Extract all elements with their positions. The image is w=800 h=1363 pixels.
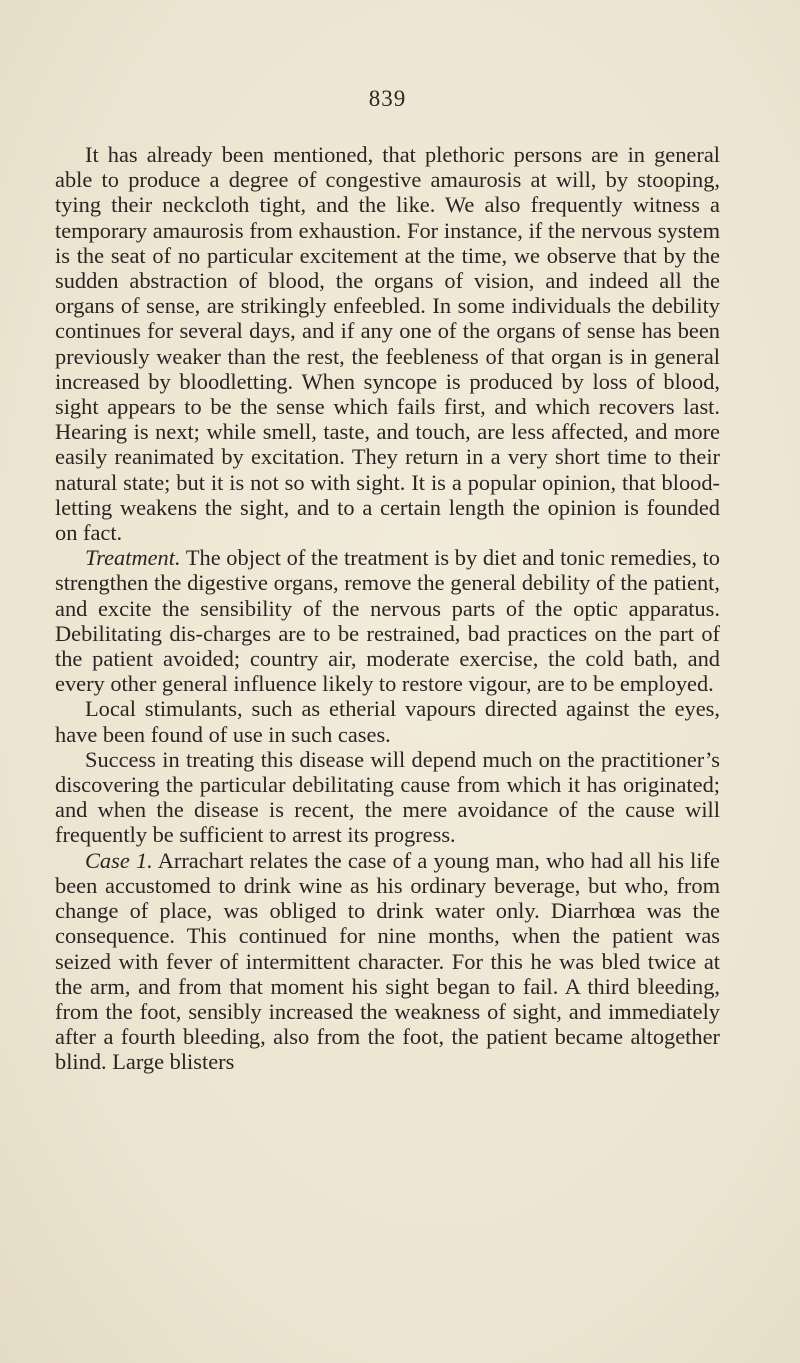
page-number: 839 [368,86,407,111]
section-heading-treatment: Treatment. [85,545,181,571]
paragraph-text: Success in treating this disease will depend much on the practitioner’s discovering the particular debilitating cause from which it has originated; and when the disease is recent, the mere avoidance of the cause will frequently be sufficient to arrest its progress. [55,746,720,848]
paragraph-treatment [55,545,720,696]
paragraph-text: Local stimulants, such as etherial vapours directed against the eyes, have been found of use in such cases. [55,696,720,747]
paragraph-local-stimulants [55,696,720,746]
paragraph-text: Arrachart relates the case of a young man, who had all his life been accustomed to drink wine as his ordinary beverage, but who, from change of place, was obliged to drink water only. Diarrhœa was the consequence. This continued for nine months, when the patient was seized with fever of intermittent character. For this he was bled twice at the arm, and from that moment his sight began to fail. A third bleeding, from the foot, sensibly increased the weakness of sight, and immediately after a fourth bleeding, also from the foot, the patient became altogether blind. Large blisters [55,847,720,1075]
paragraph-text: It has already been mentioned, that plethoric persons are in general able to produce a degree of congestive amaurosis at will, by stooping, tying their neckcloth tight, and the like. We also frequently witness a temporary amaurosis from exhaustion. For instance, if the nervous system is the seat of no particular excitement at the time, we observe that by the sudden abstraction of blood, the organs of vision, and indeed all the organs of sense, are strikingly enfeebled. In some individuals the debility continues for several days, and if any one of the organs of sense has been previously weaker than the rest, the feebleness of that organ is in general increased by bloodletting. When syncope is produced by loss of blood, sight appears to be the sense which fails first, and which recovers last. Hearing is next; while smell, taste, and touch, are less affected, and more easily reanimated by excitation. They return in a very short time to their natural state; but it is not so with sight. It is a popular opinion, that blood-letting weakens the sight, and to a certain length the opinion is founded on fact. [55,142,720,546]
case-label: Case 1. [85,847,153,873]
paragraph-text: The object of the treatment is by diet and tonic remedies, to strengthen the digestive organs, remove the general debility of the patient, and excite the sensibility of the nervous parts of the optic apparatus. Debilitating dis-charges are to be restrained, bad practices on the part of the patient avoided; country air, moderate exercise, the cold bath, and every other general influence likely to restore vigour, are to be employed. [55,545,720,697]
paragraph-amaurosis-exhaustion [55,142,720,545]
page-body [55,142,720,1075]
paragraph-success [55,747,720,848]
paragraph-case-1 [55,848,720,1075]
